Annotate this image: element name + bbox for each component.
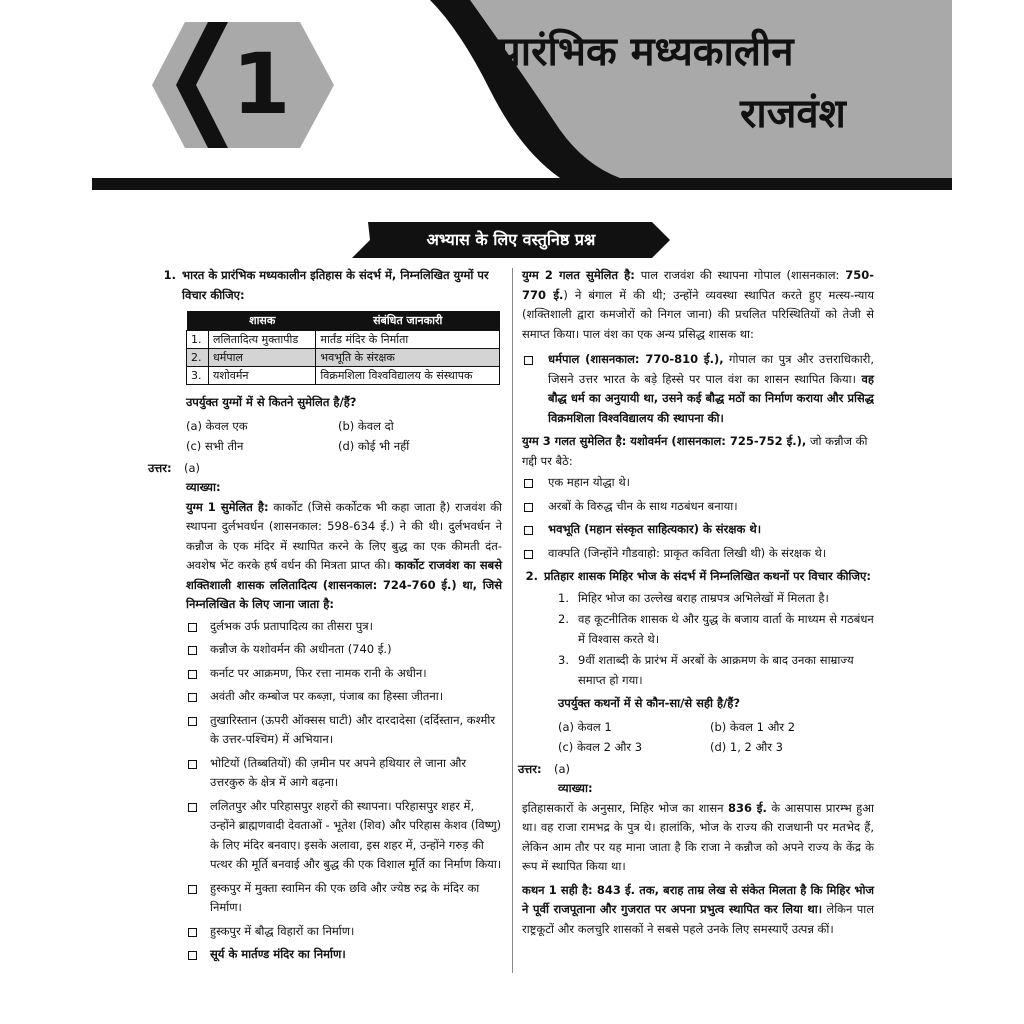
option-b: (b) केवल दो bbox=[338, 418, 394, 433]
question-prompt: उपर्युक्त कथनों में से कौन-सा/से सही है/हैं? bbox=[558, 696, 741, 710]
statement-number: 3. bbox=[558, 653, 569, 667]
pair-1-heading: युग्म 1 सुमेलित है: bbox=[186, 499, 269, 514]
right-column bbox=[518, 266, 875, 939]
left-column bbox=[150, 266, 502, 969]
checkbox-bullet-icon bbox=[188, 623, 197, 632]
checkbox-bullet-icon bbox=[524, 356, 533, 365]
list-item-text: ललितपुर और परिहासपुर शहरों की स्थापना। परिहासपुर शहर में, उन्होंने ब्राह्मणवादी देवताओं - भूतेश (शिव) और परिहास केशव (विष्णु) के लिए मंदिर बनवाए। इसके अलावा, इस शहर में, उन्होंने गरुड़ की पत्थर की मूर्ति बनवाई और बुद्ध की एक विशाल मूर्ति का निर्माण किया। bbox=[210, 798, 502, 871]
question-prompt: उपर्युक्त युग्मों में से कितने सुमेलित है/हैं? bbox=[186, 395, 357, 409]
list-item bbox=[186, 945, 502, 965]
row-number: 3. bbox=[187, 367, 209, 385]
explanation-date: 836 ई. bbox=[727, 800, 767, 815]
pair-2-paragraph bbox=[522, 266, 874, 344]
answer-value: (a) bbox=[554, 761, 571, 776]
answer-line bbox=[150, 459, 502, 479]
pair-3-text: जो कन्नौज की गद्दी पर बैठे: bbox=[522, 434, 868, 468]
checkbox-bullet-icon bbox=[188, 803, 197, 812]
list-item-text: तुखारिस्तान (ऊपरी ऑक्सस घाटी) और दारदादेसा (दर्दिस्तान, कश्मीर के उत्तर-पश्चिम) में अभियान। bbox=[210, 712, 496, 746]
section-banner: अभ्यास के लिए वस्तुनिष्ठ प्रश्न bbox=[426, 230, 596, 249]
statement-item bbox=[558, 610, 874, 649]
row-info: मार्तंड मंदिर के निर्माता bbox=[316, 331, 500, 349]
checkbox-bullet-icon bbox=[188, 928, 197, 937]
list-item bbox=[186, 754, 502, 793]
statement-number: 2. bbox=[558, 612, 569, 626]
question-text: भारत के प्रारंभिक मध्यकालीन इतिहास के संदर्भ में, निम्नलिखित युग्मों पर विचार कीजिए: bbox=[182, 268, 489, 302]
column-divider bbox=[512, 268, 513, 973]
question-text: प्रतिहार शासक मिहिर भोज के संदर्भ में निम्नलिखित कथनों पर विचार कीजिए: bbox=[544, 569, 871, 583]
list-item-text: कन्नौज के यशोवर्मन की अधीनता (740 ई.) bbox=[210, 642, 392, 656]
statement-text: 9वीं शताब्दी के प्रारंभ में अरबों के आक्रमण के बाद उनका साम्राज्य समाप्त हो गया। bbox=[578, 653, 854, 687]
checkbox-bullet-icon bbox=[524, 479, 533, 488]
checkbox-bullet-icon bbox=[188, 760, 197, 769]
header-rule bbox=[92, 178, 952, 190]
list-item-text: सूर्य के मार्तण्ड मंदिर का निर्माण। bbox=[210, 947, 346, 961]
statement-1-bold: कथन 1 सही है: 843 ई. तक, बराह ताम्र लेख से संकेत मिलता है कि मिहिर भोज ने पूर्वी राजपूताना और गुजरात पर अपना प्रभुत्व स्थापित कर लिया था। bbox=[522, 882, 874, 916]
lalitaditya-list bbox=[186, 617, 502, 965]
list-item-text: हुस्कपुर में मुक्ता स्वामिन की एक छवि और ज्येष्ठ रुद्र के मंदिर का निर्माण। bbox=[210, 880, 480, 914]
pair-1-bold-text: कार्कोट राजवंश का सबसे शक्तिशाली शासक ललितादित्य (शासनकाल: 724-760 ई.) था, जिसे निम्नलिखित के लिए जाना जाता है: bbox=[186, 558, 502, 611]
table-row bbox=[187, 331, 500, 349]
checkbox-bullet-icon bbox=[188, 885, 197, 894]
list-item bbox=[186, 617, 502, 637]
pair-2-text: पाल राजवंश की स्थापना गोपाल (शासनकाल: bbox=[634, 268, 846, 282]
list-item bbox=[186, 711, 502, 750]
statement-item bbox=[558, 589, 874, 609]
explanation-paragraph bbox=[522, 799, 874, 877]
pairs-table bbox=[186, 311, 500, 385]
statement-number: 1. bbox=[558, 590, 569, 605]
list-item bbox=[186, 664, 502, 684]
pair-2-date: 750-770 ई. bbox=[522, 268, 874, 302]
answer-line bbox=[520, 760, 874, 780]
yashovarman-list bbox=[522, 473, 874, 563]
checkbox-bullet-icon bbox=[524, 526, 533, 535]
answer-options bbox=[558, 718, 874, 758]
dharmapal-text: गोपाल का पुत्र और उत्तराधिकारी, जिसने उत्तर भारत के बड़े हिस्से पर पाल वंश का शासन स्थापित किया। bbox=[548, 352, 875, 386]
answer-label: उत्तर: bbox=[148, 460, 172, 475]
checkbox-bullet-icon bbox=[524, 550, 533, 559]
checkbox-bullet-icon bbox=[188, 670, 197, 679]
checkbox-bullet-icon bbox=[188, 717, 197, 726]
checkbox-bullet-icon bbox=[188, 693, 197, 702]
option-d: (d) कोई भी नहीं bbox=[338, 439, 410, 453]
list-item-text: अवंती और कम्बोज पर कब्ज़ा, पंजाब का हिस्सा जीतना। bbox=[210, 689, 444, 703]
list-item-text: एक महान योद्धा थे। bbox=[548, 475, 631, 489]
list-item bbox=[186, 687, 502, 707]
row-info: भवभूति के संरक्षक bbox=[316, 349, 500, 367]
answer-value: (a) bbox=[184, 460, 201, 475]
statement-text: मिहिर भोज का उल्लेख बराह ताम्रपत्र अभिलेखों में मिलता है। bbox=[578, 590, 829, 605]
list-item bbox=[186, 640, 502, 660]
pair-2-text-cont: ) ने बंगाल में की थी; उन्होंने व्यवस्था स्थापित करते हुए मत्स्य-न्याय (शक्तिशाली द्वारा कमजोरों को निगल जाना) की प्रचलित परिस्थितियों को तेजी से समाप्त किया। पाल वंश का एक अन्य प्रसिद्ध शासक था: bbox=[522, 287, 875, 341]
list-item bbox=[522, 350, 874, 428]
row-number: 2. bbox=[187, 349, 209, 367]
list-item-text: दुर्लभक उर्फ प्रतापादित्य का तीसरा पुत्र। bbox=[210, 618, 373, 633]
option-d: (d) 1, 2 और 3 bbox=[710, 740, 783, 754]
table-header-row bbox=[187, 311, 500, 331]
list-item-text: कर्नाट पर आक्रमण, फिर रत्ता नामक रानी के अधीन। bbox=[210, 665, 427, 680]
list-item-text: वाक्पति (जिन्होंने गौडवाहो: प्राकृत कविता लिखी थी) के संरक्षक थे। bbox=[548, 545, 827, 560]
statement-text: वह कूटनीतिक शासक थे और युद्ध के बजाय वार्ता के माध्यम से गठबंधन में विश्वास करते थे। bbox=[578, 612, 874, 646]
row-ruler: ललितादित्य मुक्तापीड bbox=[209, 331, 316, 349]
dharmapal-bold-text: वह बौद्ध धर्म का अनुयायी था, उसने कई बौद्ध मठों का निर्माण कराया और प्रसिद्ध विक्रमशिला विश्वविद्यालय की स्थापना की। bbox=[548, 371, 874, 425]
checkbox-bullet-icon bbox=[188, 646, 197, 655]
option-a: (a) केवल 1 bbox=[558, 719, 612, 734]
answer-options bbox=[186, 417, 502, 457]
explanation-label: व्याख्या: bbox=[186, 480, 221, 494]
chapter-title-line1: प्रारंभिक मध्यकालीन bbox=[498, 29, 794, 75]
list-item bbox=[186, 879, 502, 918]
statement-1-text: लेकिन पाल राष्ट्रकूटों और कलचुरि शासकों ने सबसे पहले उनके लिए समस्याएँ उत्पन्न कीं। bbox=[522, 902, 874, 936]
list-item-text: भवभूति (महान संस्कृत साहित्यकार) के संरक्षक थे। bbox=[548, 522, 762, 536]
list-item-text: हुस्कपुर में बौद्ध विहारों का निर्माण। bbox=[210, 923, 355, 938]
explanation-label: व्याख्या: bbox=[558, 781, 593, 795]
chapter-number: 1 bbox=[232, 35, 291, 133]
pair-2-heading: युग्म 2 गलत सुमेलित है: bbox=[522, 268, 635, 282]
explanation-text: इतिहासकारों के अनुसार, मिहिर भोज का शासन bbox=[522, 800, 728, 815]
row-info: विक्रमशिला विश्वविद्यालय के संस्थापक bbox=[316, 367, 500, 385]
pair-3-heading: युग्म 3 गलत सुमेलित है: यशोवर्मन (शासनकाल: 725-752 ई.), bbox=[522, 434, 807, 448]
row-ruler: धर्मपाल bbox=[209, 349, 316, 367]
row-ruler: यशोवर्मन bbox=[209, 367, 316, 385]
list-item bbox=[522, 497, 874, 517]
explanation-text-cont: के आसपास प्रारम्भ हुआ था। वह राजा रामभद्र के पुत्र थे। हालांकि, भोज के राज्य की राजधानी पर मतभेद हैं, लेकिन आम तौर पर यह माना जाता है कि राजा ने कन्नौज को अपने राज्य के केंद्र के रूप में स्थापित किया था। bbox=[522, 800, 874, 873]
question-2 bbox=[508, 567, 874, 587]
table-row bbox=[187, 349, 500, 367]
option-b: (b) केवल 1 और 2 bbox=[710, 719, 796, 734]
checkbox-bullet-icon bbox=[188, 951, 197, 960]
answer-label: उत्तर: bbox=[518, 761, 542, 776]
statement-1-paragraph bbox=[522, 881, 874, 940]
list-item-text: भोटियों (तिब्बतियों) की ज़मीन पर अपने हथियार ले जाना और उत्तरकुरु के क्षेत्र में आगे बढ़ना। bbox=[210, 755, 467, 789]
table-header-info: संबंधित जानकारी bbox=[316, 311, 500, 331]
list-item bbox=[522, 544, 874, 564]
statement-list bbox=[558, 589, 874, 691]
question-number: 1. bbox=[163, 268, 176, 282]
checkbox-bullet-icon bbox=[524, 503, 533, 512]
explanation-paragraph bbox=[186, 498, 502, 615]
list-item-text: अरबों के विरुद्ध चीन के साथ गठबंधन बनाया। bbox=[548, 498, 738, 513]
statement-item bbox=[558, 651, 874, 690]
pair-1-text: कार्कोट (जिसे कर्कोटक भी कहा जाता है) राजवंश की स्थापना दुर्लभवर्धन (शासनकाल: 598-634 ई.) ने की थी। दुर्लभवर्धन ने कन्नौज के एक मंदिर में स्थापित करने के लिए बुद्ध का एक कीमती दंत-अवशेष भेंट करके हर्ष वर्धन की मित्रता प्राप्त की। bbox=[186, 499, 503, 572]
pair-3-paragraph bbox=[522, 432, 874, 471]
list-item bbox=[522, 473, 874, 493]
list-item bbox=[522, 520, 874, 540]
option-c: (c) केवल 2 और 3 bbox=[558, 740, 643, 754]
chapter-title-line2: राजवंश bbox=[740, 91, 846, 137]
row-number: 1. bbox=[187, 331, 209, 349]
question-1 bbox=[150, 266, 502, 305]
table-row bbox=[187, 367, 500, 385]
option-a: (a) केवल एक bbox=[186, 418, 248, 433]
table-header-ruler: शासक bbox=[209, 311, 316, 331]
dharmapal-heading: धर्मपाल (शासनकाल: 770-810 ई.), bbox=[548, 352, 724, 366]
dharmapal-list bbox=[522, 350, 874, 428]
list-item bbox=[186, 922, 502, 942]
option-c: (c) सभी तीन bbox=[186, 439, 244, 453]
list-item bbox=[186, 797, 502, 875]
question-number: 2. bbox=[525, 569, 538, 583]
